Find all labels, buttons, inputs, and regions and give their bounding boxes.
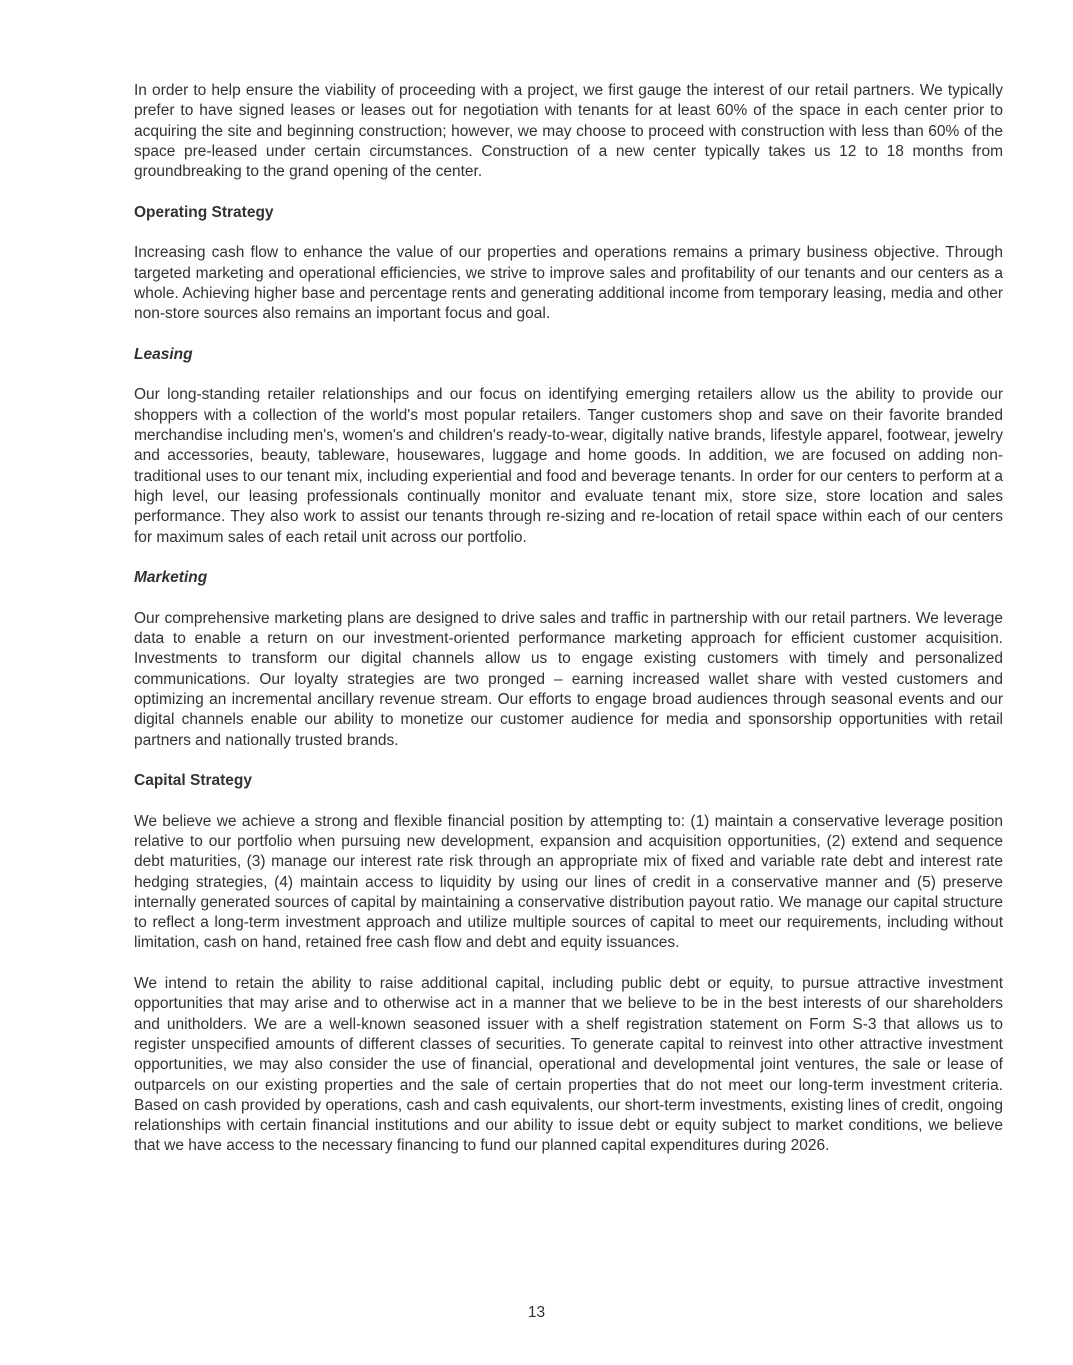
section-heading-operating-strategy: Operating Strategy (134, 203, 274, 221)
paragraph-capital-strategy-1: We believe we achieve a strong and flexible financial position by attempting to: (1) maintain a conservative leverage position relative to our portfolio when pursuing new development, expansion and acquisition opportunities, (2) extend and sequence debt maturities, (3) manage our interest rate risk through an appropriate mix of fixed and variable rate debt and interest rate hedging strategies, (4) maintain access to liquidity by using our lines of credit in a conservative manner and (5) preserve internally generated sources of capital by maintaining a conservative distribution payout ratio. We manage our capital structure to reflect a long-term investment approach and utilize multiple sources of capital to meet our requirements, including without limitation, cash on hand, retained free cash flow and debt and equity issuances. (134, 812, 1003, 952)
section-heading-capital-strategy: Capital Strategy (134, 772, 253, 790)
paragraph-construction-viability: In order to help ensure the viability of proceeding with a project, we first gauge the interest of our retail partners. We typically prefer to have signed leases or leases out for negotiation with tenants for at least 60% of the space in each center prior to acquiring the site and beginning construction; however, we may choose to proceed with construction with less than 60% of the space pre-leased under certain circumstances. Construction of a new center typically takes us 12 to 18 months from groundbreaking to the grand opening of the center. (134, 82, 1003, 181)
section-heading-leasing: Leasing (134, 345, 193, 363)
page-number: 13 (527, 1304, 546, 1321)
page-body (134, 81, 1003, 1177)
paragraph-marketing: Our comprehensive marketing plans are designed to drive sales and traffic in partnership with our retail partners. We leverage data to enable a return on our investment-oriented performance marketing approach for efficient customer acquisition. Investments to transform our digital channels allow us to engage existing customers with timely and personalized communications. Our loyalty strategies are two pronged – earning increased wallet share with vested customers and optimizing an incremental ancillary revenue stream. Our efforts to engage broad audiences through seasonal events and our digital channels enable our ability to monetize our customer audience for media and sponsorship opportunities with retail partners and nationally trusted brands. (134, 609, 1003, 749)
paragraph-leasing: Our long-standing retailer relationships and our focus on identifying emerging retailers allow us the ability to provide our shoppers with a collection of the world's most popular retailers. Tanger customers shop and save on their favorite branded merchandise including men's, women's and children's ready-to-wear, digitally native brands, lifestyle apparel, footwear, jewelry and accessories, beauty, tableware, housewares, luggage and home goods. In addition, we are focused on adding non-traditional uses to our tenant mix, including experiential and food and beverage tenants. In order for our centers to perform at a high level, our leasing professionals continually monitor and evaluate tenant mix, store size, store location and sales performance. They also work to assist our tenants through re-sizing and re-location of retail space within each of our centers for maximum sales of each retail unit across our portfolio. (134, 386, 1003, 546)
paragraph-capital-strategy-2: We intend to retain the ability to raise additional capital, including public debt or equity, to pursue attractive investment opportunities that may arise and to otherwise act in a manner that we believe to be in the best interests of our shareholders and unitholders. We are a well-known seasoned issuer with a shelf registration statement on Form S-3 that allows us to register unspecified amounts of different classes of securities. To generate capital to reinvest into other attractive investment opportunities, we may also consider the use of financial, operational and developmental joint ventures, the sale or lease of outparcels on our existing properties and the sale of certain properties that do not meet our long-term investment criteria. Based on cash provided by operations, cash and cash equivalents, our short-term investments, existing lines of credit, ongoing relationships with certain financial institutions and our ability to issue debt or equity subject to market conditions, we believe that we have access to the necessary financing to fund our planned capital expenditures during 2026. (134, 975, 1003, 1155)
section-heading-marketing: Marketing (134, 569, 208, 587)
page-footer (0, 1303, 1073, 1323)
paragraph-operating-strategy: Increasing cash flow to enhance the value of our properties and operations remains a primary business objective. Through targeted marketing and operational efficiencies, we strive to improve sales and profitability of our tenants and our centers as a whole. Achieving higher base and percentage rents and generating additional income from temporary leasing, media and other non-store sources also remains an important focus and goal. (134, 244, 1003, 323)
